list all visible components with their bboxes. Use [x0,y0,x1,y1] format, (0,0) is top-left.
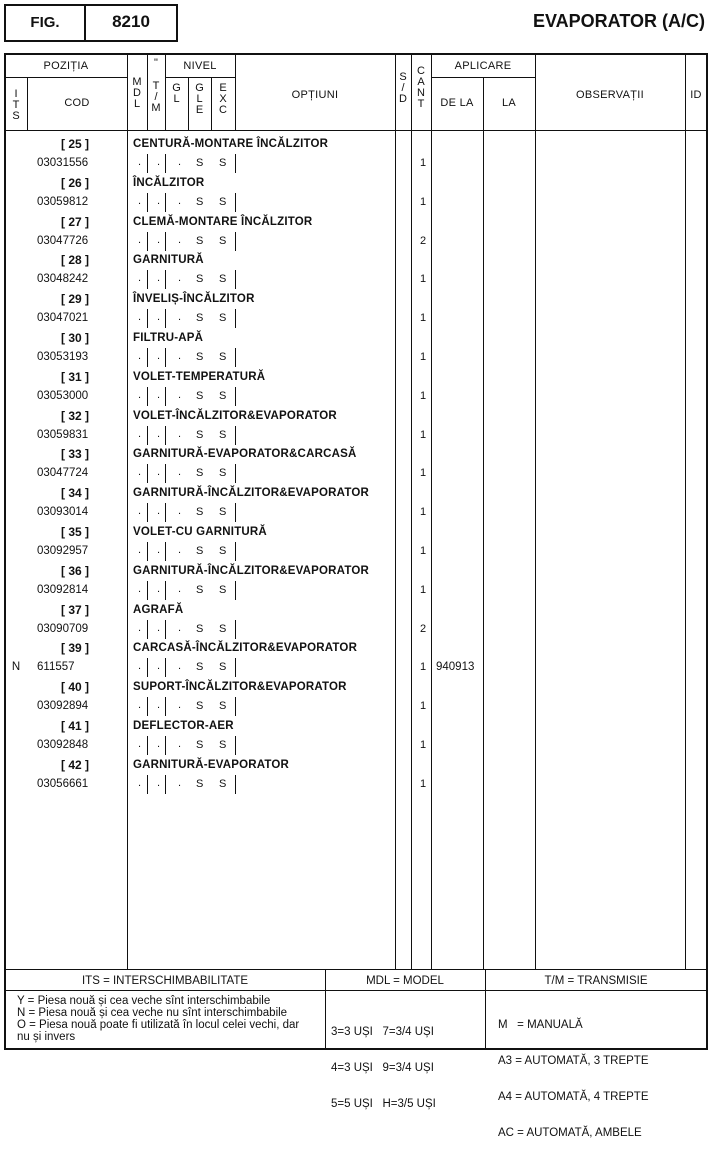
col-its: I T S [12,88,20,122]
mdl-dot: . [138,622,142,634]
quantity: 1 [419,545,427,557]
level-divider [165,348,166,367]
tm-dot: . [157,699,161,711]
tm-dot: . [157,272,161,284]
legend-its-line: nu și invers [17,1031,76,1043]
exc-value: S [219,778,227,790]
tm-dot: . [157,156,161,168]
level-divider [235,620,236,639]
level-divider [147,581,148,600]
tm-dot: . [157,466,161,478]
mdl-dot: . [138,699,142,711]
level-divider [147,426,148,445]
level-divider [147,775,148,794]
col-sd: S / D [399,71,407,105]
level-divider [235,542,236,561]
fig-number: 8210 [112,12,150,31]
exc-value: S [219,623,227,635]
gle-value: S [196,351,204,363]
part-code: 03056661 [37,778,89,790]
part-name: GARNITURĂ-EVAPORATOR&CARCASĂ [133,448,357,460]
part-code: 03059831 [37,429,89,441]
gl-dot: . [178,583,182,595]
tm-dot: . [157,544,161,556]
gle-value: S [196,739,204,751]
mdl-dot: . [138,777,142,789]
part-name: DEFLECTOR-AER [133,720,234,732]
part-code: 03047726 [37,235,89,247]
part-name: VOLET-TEMPERATURĂ [133,371,266,383]
quantity: 2 [419,623,427,635]
applies-from: 940913 [436,661,475,673]
mdl-dot: . [138,583,142,595]
tm-dot: . [157,622,161,634]
part-name: AGRAFĂ [133,604,184,616]
gl-dot: . [178,544,182,556]
position-number: [ 26 ] [60,176,89,190]
gle-value: S [196,506,204,518]
tm-dot: . [157,777,161,789]
gle-value: S [196,196,204,208]
exc-value: S [219,235,227,247]
position-number: [ 36 ] [60,564,89,578]
level-divider [147,270,148,289]
quantity: 2 [419,235,427,247]
level-divider [235,581,236,600]
gle-value: S [196,157,204,169]
level-divider [165,154,166,173]
gl-dot: . [178,156,182,168]
legend-tm-line: A3 = AUTOMATĂ, 3 TREPTE [498,1055,649,1067]
level-divider [235,270,236,289]
legend-its-line: N = Piesa nouă și cea veche nu sînt interschimbabile [17,1007,288,1019]
position-number: [ 25 ] [60,137,89,151]
level-divider [147,464,148,483]
position-number: [ 39 ] [60,641,89,655]
tm-dot: . [157,389,161,401]
col-tm-mark: " [154,57,158,69]
level-divider [165,542,166,561]
tm-dot: . [157,583,161,595]
level-divider [235,232,236,251]
gle-value: S [196,661,204,673]
position-number: [ 27 ] [60,215,89,229]
exc-value: S [219,739,227,751]
col-nivel: NIVEL [183,60,217,72]
exc-value: S [219,273,227,285]
part-name: CENTURĂ-MONTARE ÎNCĂLZITOR [133,138,329,150]
position-number: [ 40 ] [60,680,89,694]
level-divider [147,503,148,522]
level-divider [165,464,166,483]
position-number: [ 42 ] [60,758,89,772]
part-code: 03047724 [37,467,89,479]
level-divider [147,736,148,755]
quantity: 1 [419,584,427,596]
position-number: [ 30 ] [60,331,89,345]
quantity: 1 [419,312,427,324]
quantity: 1 [419,196,427,208]
exc-value: S [219,390,227,402]
tm-dot: . [157,428,161,440]
exc-value: S [219,351,227,363]
page-title: EVAPORATOR (A/C) [532,11,705,31]
its-flag: N [11,661,21,673]
position-number: [ 28 ] [60,253,89,267]
legend-tm-line: M = MANUALĂ [498,1019,583,1031]
exc-value: S [219,196,227,208]
part-name: GARNITURĂ-ÎNCĂLZITOR&EVAPORATOR [133,487,369,499]
level-divider [235,193,236,212]
level-divider [165,581,166,600]
gl-dot: . [178,389,182,401]
part-name: FILTRU-APĂ [133,332,204,344]
part-name: ÎNVELIȘ-ÎNCĂLZITOR [133,293,255,305]
level-divider [235,736,236,755]
level-divider [235,426,236,445]
part-code: 03053000 [37,390,89,402]
legend-mdl-line: 3=3 UȘI 7=3/4 UȘI [331,1026,434,1038]
legend-mdl-body [331,1002,483,1122]
gle-value: S [196,235,204,247]
legend-mdl-line: 5=5 UȘI H=3/5 UȘI [331,1098,436,1110]
legend-mdl-title: MDL = MODEL [366,975,444,987]
mdl-dot: . [138,156,142,168]
level-divider [147,542,148,561]
position-number: [ 35 ] [60,525,89,539]
tm-dot: . [157,738,161,750]
quantity: 1 [419,429,427,441]
level-divider [235,658,236,677]
part-name: ÎNCĂLZITOR [133,177,205,189]
exc-value: S [219,157,227,169]
position-number: [ 29 ] [60,292,89,306]
level-divider [165,736,166,755]
legend-its-title: ITS = INTERSCHIMBABILITATE [81,975,249,987]
col-observatii: OBSERVAȚII [575,89,644,101]
quantity: 1 [419,700,427,712]
quantity: 1 [419,739,427,751]
gle-value: S [196,545,204,557]
exc-value: S [219,312,227,324]
mdl-dot: . [138,350,142,362]
exc-value: S [219,545,227,557]
mdl-dot: . [138,428,142,440]
level-divider [235,464,236,483]
part-code: 03090709 [37,623,89,635]
tm-dot: . [157,311,161,323]
col-exc: E X C [219,82,227,116]
part-code: 03031556 [37,157,89,169]
level-divider [235,154,236,173]
part-code: 03047021 [37,312,89,324]
parts-table [4,53,708,1050]
gl-dot: . [178,350,182,362]
position-number: [ 33 ] [60,447,89,461]
quantity: 1 [419,390,427,402]
mdl-dot: . [138,389,142,401]
gl-dot: . [178,622,182,634]
exc-value: S [219,584,227,596]
quantity: 1 [419,778,427,790]
legend-tm-line: A4 = AUTOMATĂ, 4 TREPTE [498,1091,649,1103]
legend-its-line: Y = Piesa nouă și cea veche sînt interschimbabile [17,995,271,1007]
col-de-la: DE LA [440,97,474,109]
level-divider [147,697,148,716]
col-gl: G L [172,82,181,105]
position-number: [ 41 ] [60,719,89,733]
legend-top-rule [5,969,707,970]
gle-value: S [196,273,204,285]
part-code: 03093014 [37,506,89,518]
mdl-dot: . [138,466,142,478]
gle-value: S [196,778,204,790]
header-bottom-rule [5,130,707,131]
level-divider [165,193,166,212]
part-code: 03092848 [37,739,89,751]
gle-value: S [196,700,204,712]
gl-dot: . [178,738,182,750]
level-divider [147,348,148,367]
level-divider [147,387,148,406]
tm-dot: . [157,660,161,672]
exc-value: S [219,661,227,673]
legend-tm-body [498,995,703,1151]
part-name: SUPORT-ÎNCĂLZITOR&EVAPORATOR [133,681,347,693]
level-divider [235,503,236,522]
quantity: 1 [419,467,427,479]
level-divider [147,309,148,328]
quantity: 1 [419,273,427,285]
gle-value: S [196,312,204,324]
level-divider [165,270,166,289]
col-cod: COD [64,97,90,109]
part-code: 03092894 [37,700,89,712]
level-divider [235,387,236,406]
gle-value: S [196,584,204,596]
col-cant: C A N T [417,65,425,110]
part-code: 03048242 [37,273,89,285]
part-code: 03092814 [37,584,89,596]
part-code: 03053193 [37,351,89,363]
mdl-dot: . [138,505,142,517]
position-number: [ 34 ] [60,486,89,500]
part-name: CARCASĂ-ÎNCĂLZITOR&EVAPORATOR [133,642,358,654]
gl-dot: . [178,505,182,517]
quantity: 1 [419,661,427,673]
legend-tm-line: AC = AUTOMATĂ, AMBELE [498,1127,642,1139]
col-tm: T / M [151,80,161,114]
exc-value: S [219,429,227,441]
level-divider [165,232,166,251]
gl-dot: . [178,311,182,323]
gl-dot: . [178,699,182,711]
part-name: VOLET-CU GARNITURĂ [133,526,267,538]
col-mdl: M D L [132,76,142,110]
level-divider [165,658,166,677]
level-divider [165,697,166,716]
tm-dot: . [157,195,161,207]
col-aplicare: APLICARE [454,60,512,72]
part-name: GARNITURĂ-EVAPORATOR [133,759,290,771]
exc-value: S [219,700,227,712]
tm-dot: . [157,350,161,362]
mdl-dot: . [138,738,142,750]
gl-dot: . [178,466,182,478]
level-divider [147,193,148,212]
level-divider [147,620,148,639]
quantity: 1 [419,157,427,169]
mdl-dot: . [138,311,142,323]
level-divider [165,503,166,522]
gle-value: S [196,623,204,635]
mdl-dot: . [138,544,142,556]
level-divider [235,697,236,716]
level-divider [165,387,166,406]
level-divider [147,232,148,251]
level-divider [165,620,166,639]
legend-mdl-line: 4=3 UȘI 9=3/4 UȘI [331,1062,434,1074]
gl-dot: . [178,660,182,672]
level-divider [235,775,236,794]
level-divider [147,154,148,173]
col-id: ID [690,89,702,101]
col-gle: G L E [195,82,204,116]
mdl-dot: . [138,660,142,672]
fig-label: FIG. [30,14,60,31]
position-number: [ 32 ] [60,409,89,423]
mdl-dot: . [138,234,142,246]
legend-tm-title: T/M = TRANSMISIE [544,975,648,987]
quantity: 1 [419,506,427,518]
mdl-dot: . [138,195,142,207]
gl-dot: . [178,195,182,207]
position-number: [ 37 ] [60,603,89,617]
tm-dot: . [157,234,161,246]
level-divider [147,658,148,677]
part-code: 03059812 [37,196,89,208]
exc-value: S [219,467,227,479]
gle-value: S [196,390,204,402]
part-code: 611557 [37,661,75,673]
level-divider [235,309,236,328]
part-name: CLEMĂ-MONTARE ÎNCĂLZITOR [133,216,313,228]
level-divider [165,775,166,794]
gl-dot: . [178,777,182,789]
quantity: 1 [419,351,427,363]
gl-dot: . [178,234,182,246]
col-la: LA [501,97,517,109]
part-name: VOLET-ÎNCĂLZITOR&EVAPORATOR [133,410,337,422]
exc-value: S [219,506,227,518]
mdl-dot: . [138,272,142,284]
level-divider [235,348,236,367]
legend-its-line: O = Piesa nouă poate fi utilizată în locul celei vechi, dar [17,1019,300,1031]
part-name: GARNITURĂ-ÎNCĂLZITOR&EVAPORATOR [133,565,369,577]
gle-value: S [196,429,204,441]
tm-dot: . [157,505,161,517]
gl-dot: . [178,428,182,440]
level-divider [165,426,166,445]
col-optiuni: OPȚIUNI [291,89,339,101]
gle-value: S [196,467,204,479]
legend-its-body [17,995,322,1043]
part-name: GARNITURĂ [133,254,204,266]
part-code: 03092957 [37,545,89,557]
position-number: [ 31 ] [60,370,89,384]
col-pozitia: POZIȚIA [43,60,89,72]
level-divider [165,309,166,328]
gl-dot: . [178,272,182,284]
